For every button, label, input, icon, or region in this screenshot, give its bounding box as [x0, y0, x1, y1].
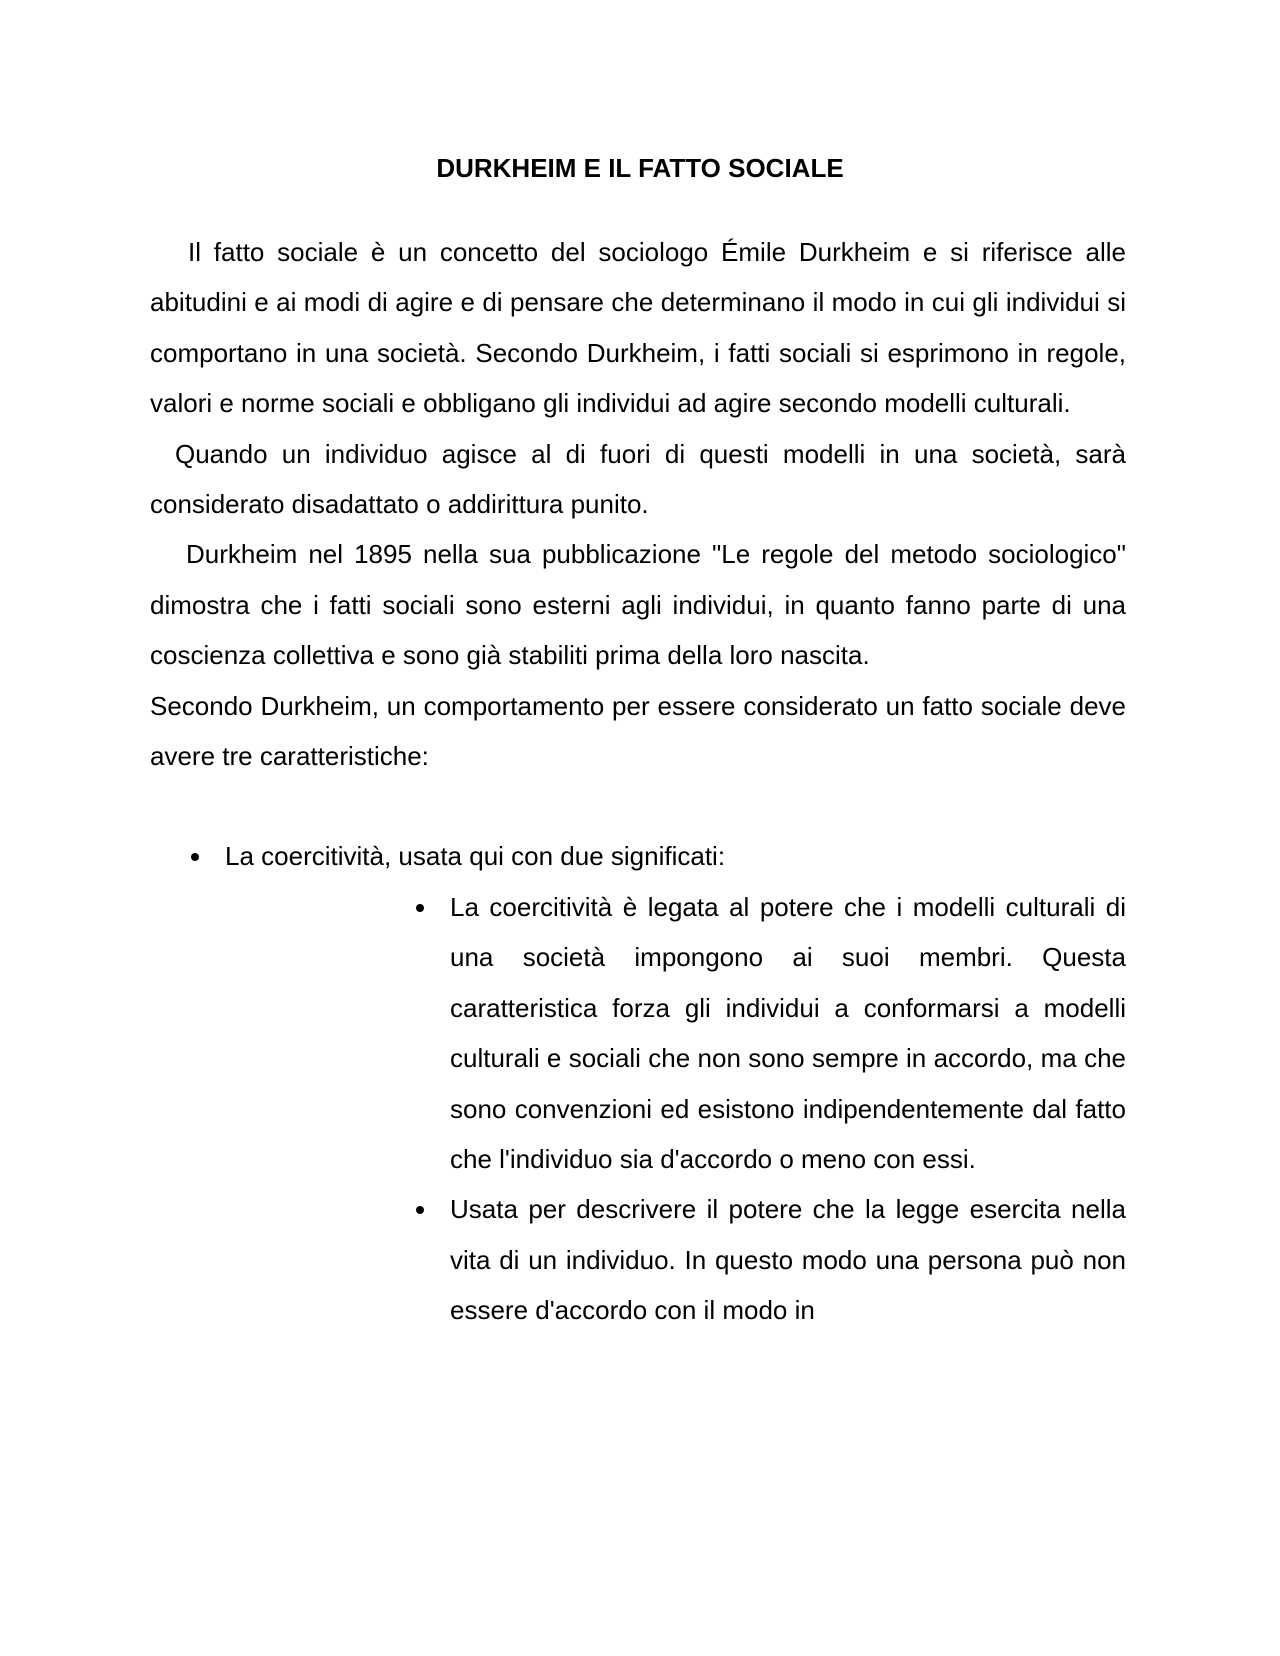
list-item-text: La coercitività, usata qui con due significati: — [225, 841, 726, 872]
list-item-coercivity — [150, 831, 1126, 881]
sublist-item-text: Usata per descrivere il potere che la legge esercita nella vita di un individuo. In questo modo una persona può non essere d'accordo con il modo in — [450, 1194, 1126, 1326]
paragraph-publication: Durkheim nel 1895 nella sua pubblicazione "Le regole del metodo sociologico" dimostra che i fatti sociali sono esterni agli individui, in quanto fanno parte di una coscienza collettiva e sono già stabiliti prima della loro nascita. — [150, 539, 1126, 671]
characteristics-list — [150, 831, 1126, 881]
bullet-icon — [416, 1206, 424, 1214]
paragraph-spacer — [150, 781, 1126, 831]
sublist-item-law — [375, 1184, 1126, 1335]
paragraph-deviance: Quando un individuo agisce al di fuori di questi modelli in una società, sarà considerato disadattato o addirittura punito. — [150, 438, 1126, 520]
document-title: DURKHEIM E IL FATTO SOCIALE — [436, 153, 844, 183]
bullet-icon — [191, 853, 199, 861]
coercivity-sublist — [375, 882, 1126, 1336]
sublist-item-text: La coercitività è legata al potere che i modelli culturali di una società impongono ai suoi membri. Questa caratteristica forza gli individui a conformarsi a modelli culturali e sociali che non sono sempre in accordo, ma che sono convenzioni ed esistono indipendentemente dal fatto che l'individuo sia d'accordo o meno con essi. — [450, 891, 1126, 1174]
paragraph-definition: Il fatto sociale è un concetto del sociologo Émile Durkheim e si riferisce alle abitudini e ai modi di agire e di pensare che determinano il modo in cui gli individui si comportano in una società. Secondo Durkheim, i fatti sociali si esprimono in regole, valori e norme sociali e obbligano gli individui ad agire secondo modelli culturali. — [150, 237, 1126, 419]
bullet-icon — [416, 904, 424, 912]
paragraph-characteristics: Secondo Durkheim, un comportamento per essere considerato un fatto sociale deve avere tre caratteristiche: — [150, 690, 1126, 772]
sublist-item-cultural — [375, 882, 1126, 1184]
document-body — [150, 227, 1126, 1336]
